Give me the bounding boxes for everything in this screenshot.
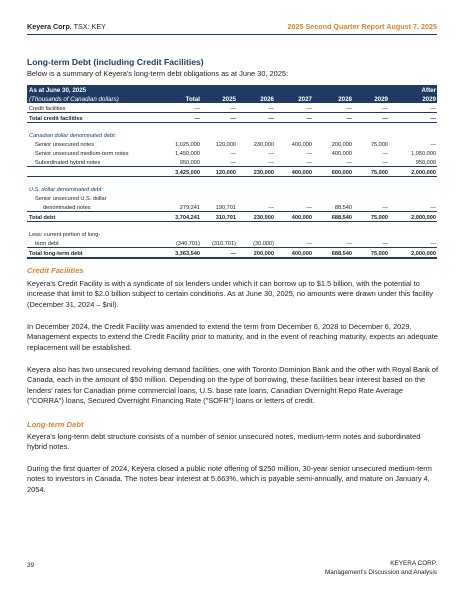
row-value: 2,000,000 <box>389 248 437 259</box>
row-value: 688,540 <box>313 212 353 222</box>
col-header: 2025 <box>201 94 237 103</box>
table-head-subrow <box>27 94 437 103</box>
footer-company-name: KEYERA CORP. <box>390 560 437 567</box>
row-value: — <box>275 238 313 248</box>
row-value: 950,000 <box>389 157 437 167</box>
row-value: — <box>353 103 389 113</box>
row-label: denominated notes <box>27 202 159 212</box>
row-value: — <box>306 151 312 157</box>
row-label: Total credit facilities <box>27 113 159 123</box>
row-value: (310,701) <box>201 238 237 248</box>
table-row <box>27 248 437 259</box>
footer-company <box>325 559 437 577</box>
row-value: 88,540 <box>313 202 353 212</box>
usd-heading: U.S. dollar denominated debt: <box>29 187 104 193</box>
col-header: 2027 <box>275 94 313 103</box>
row-value: — <box>389 238 437 248</box>
row-label: Credit facilities <box>27 103 159 113</box>
table-head-row <box>27 85 437 94</box>
row-value: 75,000 <box>353 212 389 222</box>
row-value: — <box>201 157 237 167</box>
table-row <box>27 113 437 123</box>
row-value: — <box>389 202 437 212</box>
table-row <box>27 202 437 212</box>
row-value: — <box>201 103 237 113</box>
col-header: 2029 <box>353 94 389 103</box>
row-label <box>27 167 159 177</box>
table-row <box>27 148 437 157</box>
credit-facilities-heading: Credit Facilities <box>27 266 84 275</box>
row-value: — <box>313 157 353 167</box>
row-value: (340,701) <box>159 238 201 248</box>
row-value: — <box>389 103 437 113</box>
table-row <box>27 167 437 177</box>
row-value: — <box>313 238 353 248</box>
row-label: Senior unsecured medium-term notes <box>35 151 129 157</box>
col-header: 2026 <box>237 94 275 103</box>
long-term-debt-heading: Long-term Debt <box>27 420 84 429</box>
credit-paragraph-2: In December 2024, the Credit Facility was amended to extend the term from December 6, 2028 to December 6, 2029. Management expects to extend the Credit Facility prior to maturity, and in the event of reaching maturity, expects an adequate replacement will be established. <box>27 322 438 352</box>
row-value: 200,000 <box>331 142 352 148</box>
page-number: 39 <box>27 562 35 569</box>
row-value: — <box>201 113 237 123</box>
row-value: 75,000 <box>353 248 389 259</box>
row-value: 1,025,000 <box>175 142 200 148</box>
row-value: — <box>275 157 313 167</box>
row-value: 120,000 <box>201 167 237 177</box>
row-value: — <box>353 238 389 248</box>
row-value: 3,363,540 <box>159 248 201 259</box>
col-header: Total <box>159 94 201 103</box>
ltd-paragraph-2: During the first quarter of 2024, Keyera closed a public note offering of $250 million, 30-year senior unsecured medium-term notes to investors in Canada. The notes bear interest at 5.663%, which is payable semi-annually, and mature on January 4, 2054. <box>27 464 432 494</box>
footer-doc-title: Management's Discussion and Analysis <box>324 569 437 576</box>
row-value: — <box>275 113 313 123</box>
usd-label: Senior unsecured U.S. dollar <box>35 196 107 202</box>
credit-paragraph-1: Keyera's Credit Facility is with a syndicate of six lenders under which it can borrow up to $1.5 billion, with the potential to increase that limit to $2.0 billion subject to certain conditions. As at June 30, 2025, no amounts were drawn under this facility (December 31, 2024 – $nil). <box>27 279 433 309</box>
row-value: 1,450,000 <box>175 151 200 157</box>
row-value: — <box>201 248 237 259</box>
table-label-row <box>27 229 437 238</box>
row-value: 400,000 <box>275 212 313 222</box>
row-value: 75,000 <box>353 167 389 177</box>
row-value: 688,540 <box>313 248 353 259</box>
row-value: — <box>268 151 274 157</box>
row-value: 230,000 <box>253 142 274 148</box>
row-value: (30,000) <box>237 238 275 248</box>
row-value: — <box>353 157 389 167</box>
less-label: Less: current portion of long- <box>29 232 101 238</box>
row-value: 230,000 <box>237 167 275 177</box>
table-row <box>27 139 437 148</box>
col-after-top: After <box>389 85 437 94</box>
row-value: — <box>313 103 353 113</box>
debt-table <box>27 85 437 259</box>
row-label: Senior unsecured notes <box>35 142 95 148</box>
head-label: As at June 30, 2025 <box>27 85 159 94</box>
ticker: TSX: KEY <box>73 22 106 31</box>
table-row <box>27 103 437 113</box>
credit-paragraph-3: Keyera also has two unsecured revolving demand facilities, one with Toronto Dominion Bank and the other with Royal Bank of Canada, each in the amount of $50 million. Depending on the type of borrowing, these facilities bear interest based on the lenders' rates for Canadian prime commercial loans, U.S. base rate loans, Canadian Overnight Repo Rate Average ("CORRA") loans, Secured Overnight Financing Rate ("SOFR") loans or letters of credit. <box>27 365 439 406</box>
row-value: 200,000 <box>237 248 275 259</box>
company-name: Keyera Corp. <box>27 22 72 31</box>
header-company <box>27 22 106 31</box>
row-value: 190,701 <box>201 202 237 212</box>
row-label: Subordinated hybrid notes <box>27 157 159 167</box>
header-rule <box>27 34 437 35</box>
section-title: Long-term Debt (including Credit Facilities) <box>27 57 204 67</box>
col-header: 2028 <box>313 94 353 103</box>
row-value: 279,241 <box>159 202 201 212</box>
row-value: — <box>313 113 353 123</box>
row-value: 950,000 <box>159 157 201 167</box>
row-value: 2,000,000 <box>389 167 437 177</box>
row-value: — <box>430 142 436 148</box>
row-value: 400,000 <box>275 167 313 177</box>
row-value: 120,000 <box>215 142 236 148</box>
row-value: 600,000 <box>313 167 353 177</box>
head-units: (Thousands of Canadian dollars) <box>27 94 159 103</box>
row-value: — <box>389 113 437 123</box>
table-row <box>27 212 437 222</box>
row-value: — <box>159 103 201 113</box>
row-label: term debt <box>27 238 159 248</box>
row-value: — <box>353 113 389 123</box>
table-row <box>27 238 437 248</box>
table-category-row <box>27 130 437 139</box>
row-value: — <box>275 103 313 113</box>
row-label: Total debt <box>27 212 159 222</box>
row-value: 3,425,000 <box>159 167 201 177</box>
table-category-row <box>27 184 437 193</box>
row-label: Total long-term debt <box>27 248 159 259</box>
row-value: — <box>230 151 236 157</box>
row-value: — <box>159 113 201 123</box>
row-value: 400,000 <box>331 151 352 157</box>
row-value: — <box>382 151 388 157</box>
row-value: — <box>237 113 275 123</box>
row-value: 1,050,000 <box>411 151 436 157</box>
intro-text: Below is a summary of Keyera's long-term debt obligations as at June 30, 2025: <box>27 69 289 78</box>
header-report: 2025 Second Quarter Report August 7, 2025 <box>287 22 437 31</box>
row-value: 75,000 <box>370 142 388 148</box>
table-label-row <box>27 193 437 202</box>
row-value: 2,000,000 <box>389 212 437 222</box>
row-value: — <box>237 202 275 212</box>
row-value: — <box>237 103 275 113</box>
cad-heading: Canadian dollar denominated debt: <box>29 133 117 139</box>
row-value: — <box>275 202 313 212</box>
ltd-paragraph-1: Keyera's long-term debt structure consists of a number of senior unsecured notes, medium-term notes and subordinated hybrid notes. <box>27 432 421 452</box>
row-value: 230,000 <box>237 212 275 222</box>
col-header: 2029 <box>389 94 437 103</box>
row-value: 3,704,241 <box>159 212 201 222</box>
table-row <box>27 157 437 167</box>
row-value: — <box>237 157 275 167</box>
row-value: 400,000 <box>291 142 312 148</box>
row-value: 400,000 <box>275 248 313 259</box>
row-value: — <box>353 202 389 212</box>
row-value: 310,701 <box>201 212 237 222</box>
